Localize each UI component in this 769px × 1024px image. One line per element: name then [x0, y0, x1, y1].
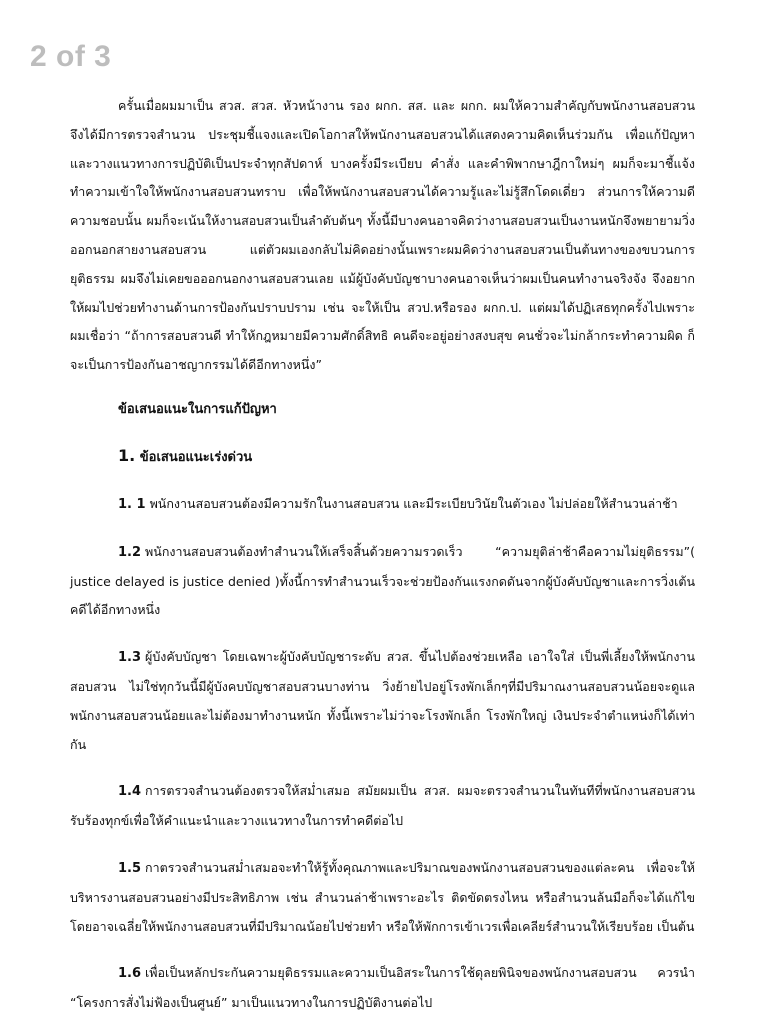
item-text: ผู้บังคับบัญชา โดยเฉพาะผู้บังคับบัญชาระดับ สวส. ขึ้นไปต้องช่วยเหลือ เอาใจใส่ เป็นพี่เลี้ยงให้พนักงานสอบสวน ไม่ใช่ทุกวันนี้มีผู้บังคบบัญชาสอบสวนบางท่าน วิ่งย้ายไปอยู่โรงพักเล็กๆที่มีปริมาณงานสอบสวนน้อยจะดูแลพนักงานสอบสวนน้อยและไม่ต้องมาทำงานหนัก ทั้งนี้เพราะไม่ว่าจะโรงพักเล็ก โรงพักใหญ่ เงินประจำตำแหน่งก็ได้เท่ากัน [70, 649, 695, 752]
subsection-title: ข้อเสนอแนะเร่งด่วน [139, 449, 253, 465]
item-number: 1.3 [118, 650, 142, 666]
intro-paragraph: ครั้นเมื่อผมมาเป็น สวส. สวส. หัวหน้างาน รอง ผกก. สส. และ ผกก. ผมให้ความสำคัญกับพนักงานสอบสวน จึงได้มีการตรวจสำนวน ประชุมชี้แจงและเปิดโอกาสให้พนักงานสอบสวนได้แสดงความคิดเห็นร่วมกัน เพื่อแก้ปัญหาและวางแนวทางการปฏิบัติเป็นประจำทุกสัปดาห์ บางครั้งมีระเบียบ คำสั่ง และคำพิพากษาฎีกาใหม่ๆ ผมก็จะมาชี้แจ้งทำความเข้าใจให้พนักงานสอบสวนทราบ เพื่อให้พนักงานสอบสวนได้ความรู้และไม่รู้สึกโดดเดี่ยว ส่วนการให้ความดีความชอบนั้น ผมก็จะเน้นให้งานสอบสวนเป็นลำดับต้นๆ ทั้งนี้มีบางคนอาจคิดว่างานสอบสวนเป็นงานหนักจึงพยายามวิ่งออกนอกสายงานสอบสวน แต่ตัวผมเองกลับไม่คิดอย่างนั้นเพราะผมคิดว่างานสอบสวนเป็นต้นทางของขบวนการยุติธรรม ผมจึงไม่เคยขอออกนอกงานสอบสวนเลย แม้ผู้บังคับบัญชาบางคนอาจเห็นว่าผมเป็นคนทำงานจริงจัง จึงอยากให้ผมไปช่วยทำงานด้านการป้องกันปราบปราม เช่น จะให้เป็น สวป.หรือรอง ผกก.ป. แต่ผมได้ปฏิเสธทุกครั้งไปเพราะผมเชื่อว่า “ถ้าการสอบสวนดี ทำให้กฎหมายมีความศักดิ์สิทธิ คนดีจะอยู่อย่างสงบสุข คนชั่วจะไม่กล้ากระทำความผิด ก็จะเป็นการป้องกันอาชญากรรมได้ดีอีกทางหนึ่ง” [70, 98, 695, 373]
subsection-heading [118, 442, 695, 472]
subsection-number: 1. [118, 445, 136, 465]
item-text: การตรวจสำนวนต้องตรวจให้สม่ำเสมอ สมัยผมเป็น สวส. ผมจะตรวจสำนวนในทันทีที่พนักงานสอบสวนรับร้องทุกข์เพื่อให้คำแนะนำและวางแนวทางในการทำคดีต่อไป [70, 783, 695, 829]
item-text: พนักงานสอบสวนต้องทำสำนวนให้เสร็จสิ้นด้วยความรวดเร็ว “ความยุติล่าช้าคือความไม่ยุติธรรม”( justice delayed is justice denied )ทั้งนี้การทำสำนวนเร็วจะช่วยป้องกันแรงกดดันจากผู้บังคับบัญชาและการวิ่งเต้นคดีได้อีกทางหนึ่ง [70, 543, 695, 618]
page-indicator: 2 of 3 [30, 40, 112, 73]
recommendation-item-1-6 [70, 959, 695, 1018]
section-title: ข้อเสนอแนะในการแก้ปัญหา [118, 401, 277, 417]
item-number: 1.6 [118, 966, 142, 982]
recommendation-item-1-2 [70, 538, 695, 625]
recommendation-item-1-5 [70, 854, 695, 941]
recommendation-item-1-1 [70, 490, 695, 520]
item-number: 1.4 [118, 784, 142, 800]
item-text: กาตรวจสำนวนสม่ำเสมอจะทำให้รู้ทั้งคุณภาพและปริมาณของพนักงานสอบสวนของแต่ละคน เพื่อจะให้บริหารงานสอบสวนอย่างมีประสิทธิภาพ เช่น สำนวนล่าช้าเพราะอะไร ติดขัดตรงไหน หรือสำนวนล้นมือก็จะได้แก้ไขโดยอาจเฉลี่ยให้พนักงานสอบสวนที่มีปริมาณน้อยไปช่วยทำ หรือให้พักการเข้าเวรเพื่อเคลียร์สำนวนให้เรียบร้อย เป็นต้น [70, 859, 695, 934]
item-text: เพื่อเป็นหลักประกันความยุติธรรมและความเป็นอิสระในการใช้ดุลยพินิจของพนักงานสอบสวน ควรนำ “โครงการสั่งไม่ฟ้องเป็นศูนย์” มาเป็นแนวทางในการปฏิบัติงานต่อไป [70, 965, 695, 1011]
recommendation-item-1-4 [70, 777, 695, 836]
item-number: 1.5 [118, 860, 142, 876]
document-body [70, 92, 695, 1018]
item-number: 1. 1 [118, 496, 146, 512]
item-number: 1.2 [118, 544, 142, 560]
recommendation-item-1-3 [70, 643, 695, 759]
item-text: พนักงานสอบสวนต้องมีความรักในงานสอบสวน และมีระเบียบวินัยในตัวเอง ไม่ปล่อยให้สำนวนล่าช้า [149, 495, 678, 511]
